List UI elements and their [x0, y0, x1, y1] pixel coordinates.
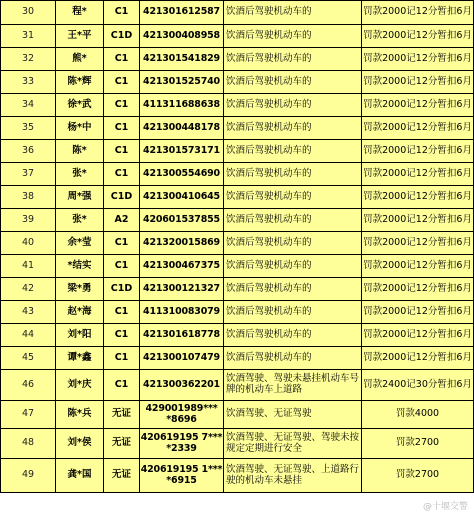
violation-description-cell: 饮酒后驾驶机动车的	[224, 48, 362, 71]
table-row	[1, 209, 474, 232]
penalty-cell: 罚款2000记12分暂扣6月	[362, 71, 474, 94]
penalty-cell: 罚款2000记12分暂扣6月	[362, 140, 474, 163]
table-row	[1, 94, 474, 117]
license-number-cell: 411310083079	[140, 301, 224, 324]
violation-description-cell: 饮酒驾驶、无证驾驶	[224, 401, 362, 429]
license-number-cell: 421301612587	[140, 1, 224, 25]
penalty-cell: 罚款2000记12分暂扣6月	[362, 324, 474, 347]
violation-description-cell: 饮酒驾驶、无证驾驶、上道路行驶的机动车未悬挂	[224, 459, 362, 493]
row-number-cell: 34	[1, 94, 56, 117]
license-class-cell: C1D	[104, 25, 140, 48]
license-number-cell: 421301573171	[140, 140, 224, 163]
violation-description-cell: 饮酒驾驶、驾驶未悬挂机动车号牌的机动车上道路	[224, 370, 362, 401]
table-row	[1, 163, 474, 186]
row-number-cell: 46	[1, 370, 56, 401]
license-number-cell: 421300554690	[140, 163, 224, 186]
license-number-cell: 421301525740	[140, 71, 224, 94]
penalty-cell: 罚款2000记12分暂扣6月	[362, 232, 474, 255]
row-number-cell: 44	[1, 324, 56, 347]
license-class-cell: C1	[104, 301, 140, 324]
person-name-cell: 梁*勇	[56, 278, 104, 301]
person-name-cell: 张*	[56, 163, 104, 186]
license-class-cell: C1	[104, 255, 140, 278]
violation-description-cell: 饮酒后驾驶机动车的	[224, 94, 362, 117]
table-row	[1, 48, 474, 71]
license-number-cell: 421320015869	[140, 232, 224, 255]
violation-description-cell: 饮酒后驾驶机动车的	[224, 140, 362, 163]
license-number-cell: 421300410645	[140, 186, 224, 209]
penalty-cell: 罚款2000记12分暂扣6月	[362, 347, 474, 370]
table-row	[1, 232, 474, 255]
table-row	[1, 117, 474, 140]
table-row	[1, 186, 474, 209]
row-number-cell: 36	[1, 140, 56, 163]
license-number-cell: 429001989*** *8696	[140, 401, 224, 429]
penalty-cell: 罚款2000记12分暂扣6月	[362, 48, 474, 71]
table-row	[1, 278, 474, 301]
person-name-cell: 王*平	[56, 25, 104, 48]
violation-description-cell: 饮酒后驾驶机动车的	[224, 209, 362, 232]
person-name-cell: 陈*兵	[56, 401, 104, 429]
penalty-cell: 罚款2000记12分暂扣6月	[362, 117, 474, 140]
row-number-cell: 39	[1, 209, 56, 232]
violation-description-cell: 饮酒后驾驶机动车的	[224, 255, 362, 278]
person-name-cell: 张*	[56, 209, 104, 232]
license-class-cell: A2	[104, 209, 140, 232]
penalty-cell: 罚款2700	[362, 459, 474, 493]
person-name-cell: 熊*	[56, 48, 104, 71]
person-name-cell: 龚*国	[56, 459, 104, 493]
license-class-cell: C1	[104, 48, 140, 71]
penalty-cell: 罚款2000记12分暂扣6月	[362, 255, 474, 278]
license-class-cell: C1	[104, 324, 140, 347]
violation-description-cell: 饮酒后驾驶机动车的	[224, 301, 362, 324]
penalty-cell: 罚款2400记30分暂扣6月	[362, 370, 474, 401]
violation-description-cell: 饮酒后驾驶机动车的	[224, 163, 362, 186]
violation-description-cell: 饮酒驾驶、无证驾驶、驾驶未按规定定期进行安全	[224, 429, 362, 459]
violation-description-cell: 饮酒后驾驶机动车的	[224, 186, 362, 209]
row-number-cell: 43	[1, 301, 56, 324]
row-number-cell: 33	[1, 71, 56, 94]
table-row	[1, 429, 474, 459]
violation-description-cell: 饮酒后驾驶机动车的	[224, 117, 362, 140]
license-number-cell: 420619195 7*** *2339	[140, 429, 224, 459]
row-number-cell: 31	[1, 25, 56, 48]
table-row	[1, 301, 474, 324]
violation-description-cell: 饮酒后驾驶机动车的	[224, 278, 362, 301]
license-class-cell: 无证	[104, 401, 140, 429]
person-name-cell: 陈*辉	[56, 71, 104, 94]
violation-description-cell: 饮酒后驾驶机动车的	[224, 347, 362, 370]
license-class-cell: C1	[104, 163, 140, 186]
table-row	[1, 255, 474, 278]
table-row	[1, 401, 474, 429]
penalty-cell: 罚款2000记12分暂扣6月	[362, 94, 474, 117]
license-number-cell: 421300362201	[140, 370, 224, 401]
table-row	[1, 370, 474, 401]
person-name-cell: 谭*鑫	[56, 347, 104, 370]
person-name-cell: *结实	[56, 255, 104, 278]
table-row	[1, 1, 474, 25]
row-number-cell: 32	[1, 48, 56, 71]
penalty-cell: 罚款2000记12分暂扣6月	[362, 209, 474, 232]
row-number-cell: 41	[1, 255, 56, 278]
violation-description-cell: 饮酒后驾驶机动车的	[224, 25, 362, 48]
license-number-cell: 421300107479	[140, 347, 224, 370]
license-number-cell: 421300448178	[140, 117, 224, 140]
penalty-cell: 罚款2000记12分暂扣6月	[362, 1, 474, 25]
license-class-cell: 无证	[104, 459, 140, 493]
license-class-cell: C1	[104, 117, 140, 140]
penalty-cell: 罚款2000记12分暂扣6月	[362, 25, 474, 48]
license-number-cell: 421300467375	[140, 255, 224, 278]
penalty-cell: 罚款2000记12分暂扣6月	[362, 186, 474, 209]
license-number-cell: 421300408958	[140, 25, 224, 48]
person-name-cell: 杨*中	[56, 117, 104, 140]
violation-description-cell: 饮酒后驾驶机动车的	[224, 71, 362, 94]
row-number-cell: 45	[1, 347, 56, 370]
license-number-cell: 411311688638	[140, 94, 224, 117]
penalty-cell: 罚款2700	[362, 429, 474, 459]
penalty-cell: 罚款4000	[362, 401, 474, 429]
violation-description-cell: 饮酒后驾驶机动车的	[224, 1, 362, 25]
license-class-cell: C1D	[104, 186, 140, 209]
row-number-cell: 49	[1, 459, 56, 493]
license-number-cell: 420619195 1*** *6915	[140, 459, 224, 493]
person-name-cell: 陈*	[56, 140, 104, 163]
license-class-cell: C1	[104, 140, 140, 163]
row-number-cell: 42	[1, 278, 56, 301]
penalty-cell: 罚款2000记12分暂扣6月	[362, 278, 474, 301]
table-row	[1, 140, 474, 163]
violation-description-cell: 饮酒后驾驶机动车的	[224, 324, 362, 347]
table-row	[1, 324, 474, 347]
person-name-cell: 刘*侯	[56, 429, 104, 459]
row-number-cell: 35	[1, 117, 56, 140]
table-row	[1, 71, 474, 94]
penalty-cell: 罚款2000记12分暂扣6月	[362, 163, 474, 186]
row-number-cell: 40	[1, 232, 56, 255]
license-number-cell: 421301541829	[140, 48, 224, 71]
person-name-cell: 赵*海	[56, 301, 104, 324]
license-class-cell: 无证	[104, 429, 140, 459]
license-class-cell: C1	[104, 1, 140, 25]
person-name-cell: 徐*武	[56, 94, 104, 117]
row-number-cell: 47	[1, 401, 56, 429]
person-name-cell: 刘*庆	[56, 370, 104, 401]
license-class-cell: C1D	[104, 278, 140, 301]
table-row	[1, 25, 474, 48]
license-class-cell: C1	[104, 370, 140, 401]
license-class-cell: C1	[104, 347, 140, 370]
license-number-cell: 420601537855	[140, 209, 224, 232]
table-row	[1, 459, 474, 493]
row-number-cell: 38	[1, 186, 56, 209]
person-name-cell: 程*	[56, 1, 104, 25]
person-name-cell: 刘*阳	[56, 324, 104, 347]
person-name-cell: 周*强	[56, 186, 104, 209]
row-number-cell: 48	[1, 429, 56, 459]
watermark: @十堰交警	[422, 502, 468, 512]
violation-description-cell: 饮酒后驾驶机动车的	[224, 232, 362, 255]
penalty-cell: 罚款2000记12分暂扣6月	[362, 301, 474, 324]
person-name-cell: 余*莹	[56, 232, 104, 255]
row-number-cell: 30	[1, 1, 56, 25]
license-number-cell: 421300121327	[140, 278, 224, 301]
table-row	[1, 347, 474, 370]
license-class-cell: C1	[104, 94, 140, 117]
license-number-cell: 421301618778	[140, 324, 224, 347]
license-class-cell: C1	[104, 232, 140, 255]
row-number-cell: 37	[1, 163, 56, 186]
table-body	[1, 1, 474, 493]
license-class-cell: C1	[104, 71, 140, 94]
